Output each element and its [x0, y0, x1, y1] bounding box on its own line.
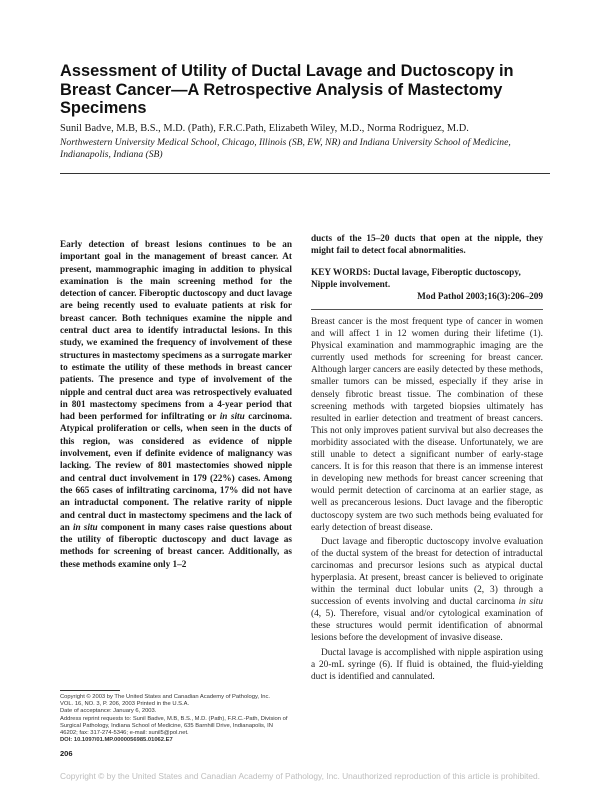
- body-paragraph: [311, 536, 543, 645]
- copyright-line: Copyright © 2003 by The United States and Canadian Academy of Pathology, Inc.: [60, 694, 270, 700]
- abstract-part-3: component in many cases raise questions about the utility of fiberoptic ductoscopy and duct lavage as methods for screening of breast cancer. Additionally, as these methods examine only 1–2: [60, 522, 292, 570]
- acceptance-date: Date of acceptance: January 6, 2003.: [60, 708, 157, 715]
- citation-divider: [311, 309, 543, 310]
- journal-citation: Mod Pathol 2003;16(3):206–209: [417, 292, 543, 302]
- footnote-divider: [60, 690, 120, 691]
- in-situ-term: in situ: [219, 412, 245, 423]
- doi-link[interactable]: DOI: 10.1097/01.MP.0000056985.01062.E7: [60, 737, 173, 744]
- article-body: [311, 316, 543, 683]
- body-paragraph: Ductal lavage is accomplished with nipple aspiration using a 20-mL syringe (6). If fluid is obtained, the fluid-yielding duct is identified and cannulated.: [311, 647, 543, 682]
- abstract-text: [60, 239, 292, 571]
- reprint-address: Address reprint requests to: Sunil Badve, M.B, B.S., M.D. (Path), F.R.C.-Path, Division of Surgical Pathology, Indiana School of Medicine, 635 Barnhill Drive, Indianapolis, IN 46202; fax: 317-274-5346; e-mail: sunil5@pol.net.: [60, 715, 288, 737]
- footnote-block: [60, 694, 292, 744]
- volume-line: VOL. 16, NO. 3, P. 206, 2003 Printed in the U.S.A.: [60, 701, 190, 708]
- copyright-watermark: Copyright © by the United States and Canadian Academy of Pathology, Inc. Unauthorized reproduction of this article is prohibited.: [60, 771, 540, 781]
- affiliation: Northwestern University Medical School, Chicago, Illinois (SB, EW, NR) and Indiana University School of Medicine, Indianapolis, Indiana (SB): [60, 137, 511, 161]
- article-title: Assessment of Utility of Ductal Lavage and Ductoscopy in Breast Cancer—A Retrospective Analysis of Mastectomy Specimens: [60, 62, 514, 118]
- body-paragraph: Breast cancer is the most frequent type of cancer in women and will affect 1 in 12 women during their lifetime (1). Physical examination and mammographic imaging are the currently used methods for screening for breast cancer. Although larger cancers are easily detected by these methods, smaller tumors can be missed, especially if they arise in densely fibrotic breast tissue. The combination of these screening methods with targeted biopsies ultimately has resulted in earlier detection and treatment of breast cancers. This not only improves patient survival but also decreases the morbidity associated with the disease. Unfortunately, we are still unable to detect a significant number of early-stage cancers. It is for this reason that there is an immense interest in developing new methods for breast cancer screening that would permit detection of carcinoma at an earlier stage, as well as precancerous lesions. Duct lavage and the fiberoptic ductoscopy system are two such methods being evaluated for early detection of breast disease.: [311, 317, 543, 533]
- abstract-continued: ducts of the 15–20 ducts that open at the nipple, they might fail to detect focal abnormalities.: [311, 234, 543, 257]
- abstract-part-2: carcinoma. Atypical proliferation or cells, when seen in the ducts of this region, was considered as evidence of nipple involvement, even if definite evidence of malignancy was lacking. The review of 801 mastectomies showed nipple and central duct involvement in 179 (22%) cases. Among the 665 cases of infiltrating carcinoma, 17% did not have an intraductal component. The relative rarity of nipple and central duct in mastectomy specimens and the lack of an: [60, 412, 292, 533]
- page-number: 206: [60, 749, 73, 758]
- in-situ-term: in situ: [518, 597, 543, 608]
- keywords: KEY WORDS: Ductal lavage, Fiberoptic ductoscopy, Nipple involvement.: [311, 268, 521, 291]
- body-text: Duct lavage and fiberoptic ductoscopy involve evaluation of the ductal system of the breast for detection of intraductal carcinomas and precursor lesions such as atypical ductal hyperplasia. At present, breast cancer is believed to originate within the terminal duct lobular units (2, 3) through a succession of events involving and ductal carcinoma: [311, 536, 543, 608]
- abstract-part-1: Early detection of breast lesions continues to be an important goal in the management of breast cancer. At present, mammographic imaging in addition to physical examination is the main screening method for the detection of cancer. Fiberoptic ductoscopy and duct lavage are being recently used to evaluate patients at risk for breast cancer. Both techniques examine the nipple and central duct area to identify intraductal lesions. In this study, we examined the frequency of involvement of these structures in mastectomy specimens as a surrogate marker to estimate the utility of these methods in breast cancer patients. The presence and type of involvement of the nipple and central duct area was retrospectively evaluated in 801 mastectomy specimens from a 4-year period that had been performed for infiltrating or: [60, 240, 292, 423]
- author-list: Sunil Badve, M.B, B.S., M.D. (Path), F.R.C.Path, Elizabeth Wiley, M.D., Norma Rodriguez, M.D.: [60, 123, 469, 134]
- in-situ-term: in situ: [72, 522, 98, 533]
- body-text: (4, 5). Therefore, visual and/or cytological examination of these structures would permit identification of abnormal lesions before the development of invasive disease.: [311, 609, 543, 644]
- title-divider: [60, 173, 550, 174]
